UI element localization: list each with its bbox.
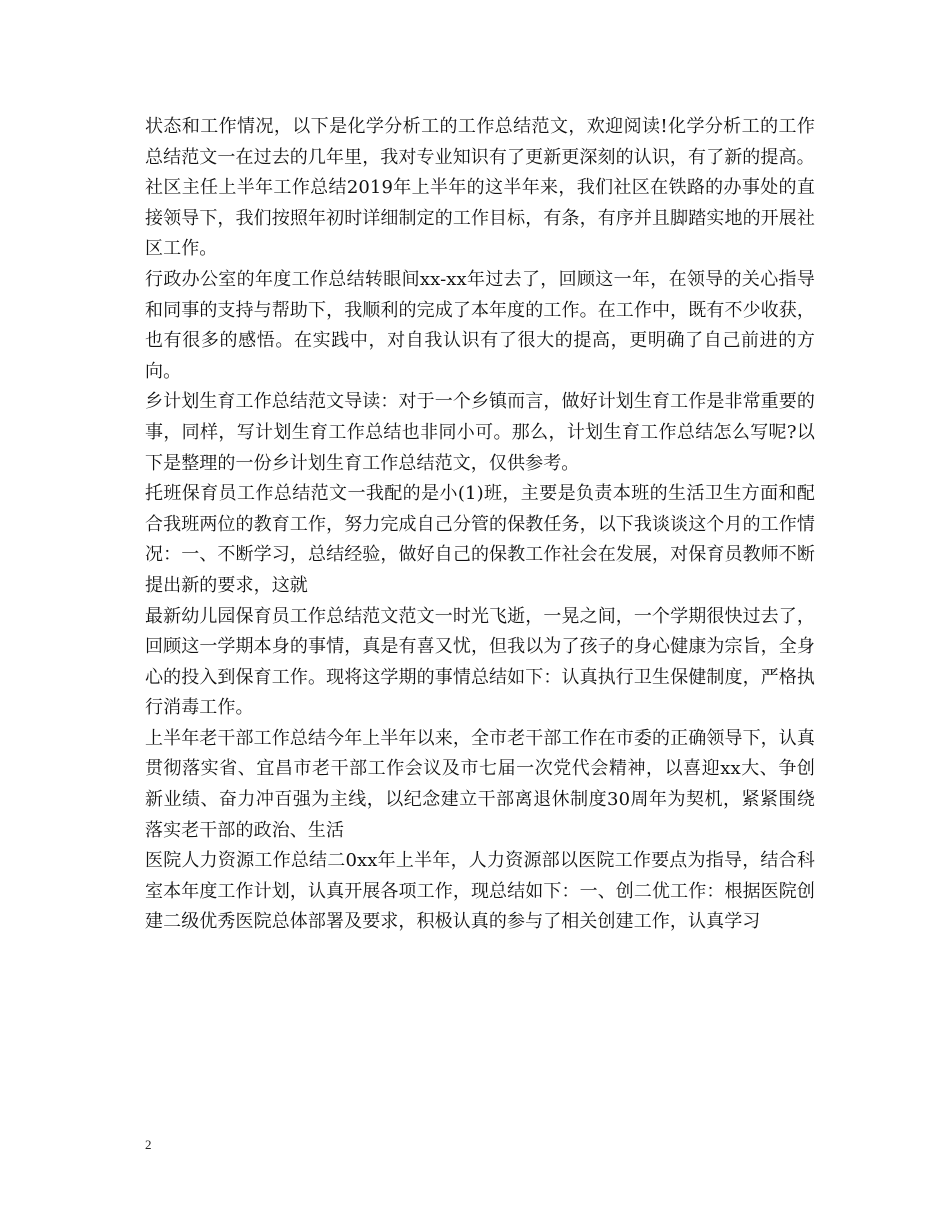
paragraph-admin-office: 行政办公室的年度工作总结转眼间xx-xx年过去了，回顾这一年，在领导的关心指导和同事的支持与帮助下，我顺利的完成了本年度的工作。在工作中，既有不少收获，也有很多的感悟。在实践中，对自我认识有了很大的提高，更明确了自己前进的方向。 bbox=[145, 268, 815, 382]
paragraph-community-director: 社区主任上半年工作总结2019年上半年的这半年来，我们社区在铁路的办事处的直接领导下，我们按照年初时详细制定的工作目标，有条，有序并且脚踏实地的开展社区工作。 bbox=[145, 177, 815, 260]
paragraph-family-planning: 乡计划生育工作总结范文导读：对于一个乡镇而言，做好计划生育工作是非常重要的事，同样，写计划生育工作总结也非同小可。那么，计划生育工作总结怎么写呢?以下是整理的一份乡计划生育工作总结范文，仅供参考。 bbox=[145, 391, 815, 474]
paragraph-hospital-hr: 医院人力资源工作总结二0xx年上半年，人力资源部以医院工作要点为指导，结合科室本年度工作计划，认真开展各项工作，现总结如下：一、创二优工作：根据医院创建二级优秀医院总体部署及要求，积极认真的参与了相关创建工作，认真学习 bbox=[145, 850, 815, 933]
paragraph-kindergarten-teacher: 最新幼儿园保育员工作总结范文范文一时光飞逝，一晃之间，一个学期很快过去了，回顾这一学期本身的事情，真是有喜又忧，但我以为了孩子的身心健康为宗旨，全身心的投入到保育工作。现将这学期的事情总结如下：认真执行卫生保健制度，严格执行消毒工作。 bbox=[145, 605, 815, 719]
page-number: 2 bbox=[145, 1137, 152, 1152]
document-body bbox=[145, 112, 815, 938]
paragraph-retired-cadres: 上半年老干部工作总结今年上半年以来，全市老干部工作在市委的正确领导下，认真贯彻落实省、宜昌市老干部工作会议及市七届一次党代会精神，以喜迎xx大、争创新业绩、奋力冲百强为主线，以纪念建立干部离退休制度30周年为契机，紧紧围绕落实老干部的政治、生活 bbox=[145, 727, 815, 841]
paragraph-nursery-teacher: 托班保育员工作总结范文一我配的是小(1)班，主要是负责本班的生活卫生方面和配合我班两位的教育工作，努力完成自己分管的保教任务，以下我谈谈这个月的工作情况：一、不断学习，总结经验，做好自己的保教工作社会在发展，对保育员教师不断提出新的要求，这就 bbox=[145, 483, 815, 596]
paragraph-chemical-analyst: 状态和工作情况，以下是化学分析工的工作总结范文，欢迎阅读!化学分析工的工作总结范文一在过去的几年里，我对专业知识有了更新更深刻的认识，有了新的提高。 bbox=[145, 116, 815, 168]
